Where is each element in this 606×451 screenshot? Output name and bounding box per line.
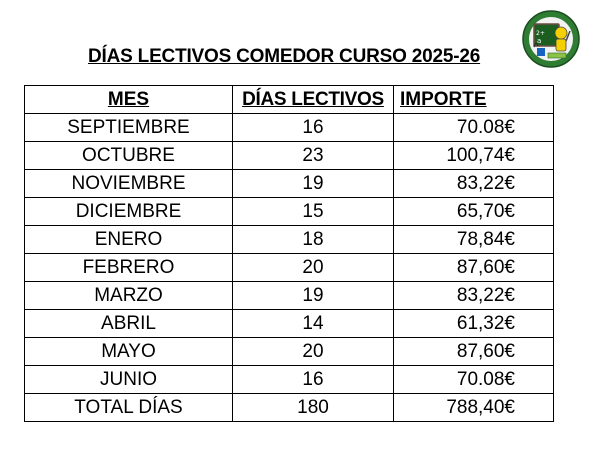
cell-month: NOVIEMBRE bbox=[25, 170, 233, 198]
cell-days: 19 bbox=[233, 170, 394, 198]
school-days-table bbox=[24, 85, 554, 422]
cell-month: DICIEMBRE bbox=[25, 198, 233, 226]
table-row bbox=[25, 226, 554, 254]
cell-month: FEBRERO bbox=[25, 254, 233, 282]
header-month: MES bbox=[25, 86, 233, 114]
cell-amount: 65,70€ bbox=[394, 198, 554, 226]
table-row bbox=[25, 282, 554, 310]
header-days: DÍAS LECTIVOS bbox=[233, 86, 394, 114]
svg-text:2+: 2+ bbox=[536, 30, 545, 37]
cell-amount: 83,22€ bbox=[394, 282, 554, 310]
cell-amount: 87,60€ bbox=[394, 254, 554, 282]
total-label: TOTAL DÍAS bbox=[25, 394, 233, 422]
cell-amount: 100,74€ bbox=[394, 142, 554, 170]
table-row bbox=[25, 310, 554, 338]
cell-month: SEPTIEMBRE bbox=[25, 114, 233, 142]
table-row bbox=[25, 254, 554, 282]
svg-text:a: a bbox=[537, 37, 542, 45]
cell-days: 18 bbox=[233, 226, 394, 254]
school-logo-icon bbox=[521, 9, 581, 69]
table-row bbox=[25, 338, 554, 366]
table-row bbox=[25, 198, 554, 226]
cell-month: MARZO bbox=[25, 282, 233, 310]
cell-month: ENERO bbox=[25, 226, 233, 254]
table-row bbox=[25, 142, 554, 170]
cell-month: MAYO bbox=[25, 338, 233, 366]
table-total-row bbox=[25, 394, 554, 422]
table-row bbox=[25, 170, 554, 198]
cell-month: JUNIO bbox=[25, 366, 233, 394]
page-title: DÍAS LECTIVOS COMEDOR CURSO 2025-26 bbox=[88, 46, 481, 67]
cell-days: 16 bbox=[233, 366, 394, 394]
total-amount: 788,40€ bbox=[394, 394, 554, 422]
cell-days: 20 bbox=[233, 338, 394, 366]
cell-amount: 61,32€ bbox=[394, 310, 554, 338]
cell-days: 16 bbox=[233, 114, 394, 142]
cell-month: OCTUBRE bbox=[25, 142, 233, 170]
cell-days: 23 bbox=[233, 142, 394, 170]
cell-amount: 87,60€ bbox=[394, 338, 554, 366]
cell-days: 19 bbox=[233, 282, 394, 310]
total-days: 180 bbox=[233, 394, 394, 422]
cell-days: 20 bbox=[233, 254, 394, 282]
cell-amount: 83,22€ bbox=[394, 170, 554, 198]
cell-amount: 70.08€ bbox=[394, 366, 554, 394]
cell-month: ABRIL bbox=[25, 310, 233, 338]
header-amount: IMPORTE bbox=[394, 86, 554, 114]
table-row bbox=[25, 114, 554, 142]
cell-days: 14 bbox=[233, 310, 394, 338]
table-header-row bbox=[25, 86, 554, 114]
cell-days: 15 bbox=[233, 198, 394, 226]
cell-amount: 70.08€ bbox=[394, 114, 554, 142]
table-row bbox=[25, 366, 554, 394]
cell-amount: 78,84€ bbox=[394, 226, 554, 254]
